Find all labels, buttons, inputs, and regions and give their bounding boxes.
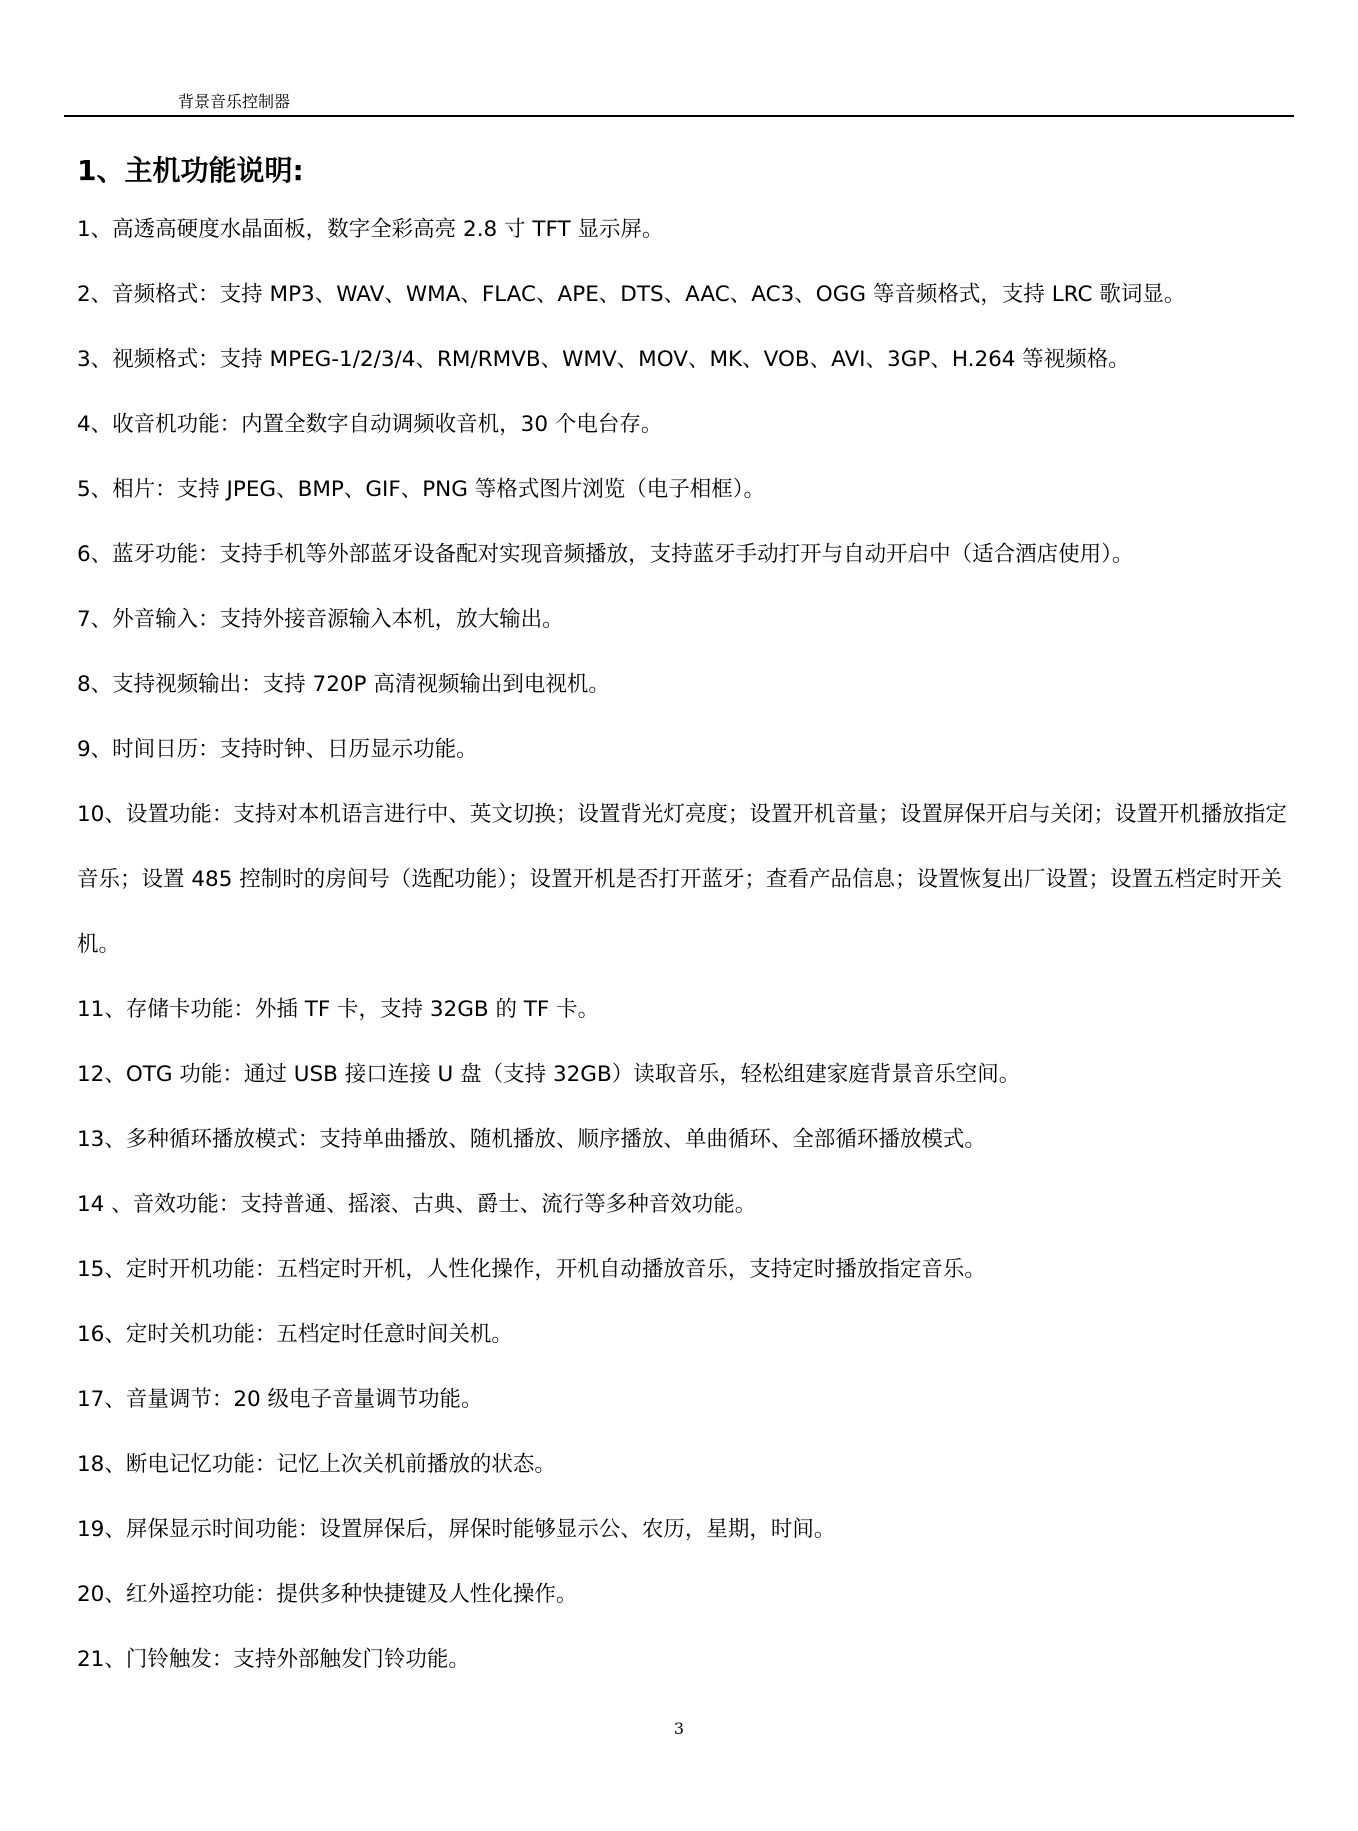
feature-item: 20、红外遥控功能：提供多种快捷键及人性化操作。 [77, 1582, 578, 1607]
page-header-title: 背景音乐控制器 [178, 92, 291, 111]
feature-item: 4、收音机功能：内置全数字自动调频收音机，30 个电台存。 [77, 412, 663, 437]
page-number: 3 [673, 1719, 685, 1738]
feature-item: 8、支持视频输出：支持 720P 高清视频输出到电视机。 [77, 672, 610, 697]
feature-item: 15、定时开机功能：五档定时开机，人性化操作，开机自动播放音乐，支持定时播放指定音乐。 [77, 1257, 986, 1282]
feature-item: 16、定时关机功能：五档定时任意时间关机。 [77, 1322, 513, 1347]
section-title: 1、主机功能说明: [77, 153, 304, 187]
header-divider [64, 115, 1294, 117]
feature-item: 14 、音效功能：支持普通、摇滚、古典、爵士、流行等多种音效功能。 [77, 1192, 757, 1217]
feature-item: 21、门铃触发：支持外部触发门铃功能。 [77, 1647, 470, 1672]
feature-item: 2、音频格式：支持 MP3、WAV、WMA、FLAC、APE、DTS、AAC、AC3、OGG 等音频格式，支持 LRC 歌词显。 [77, 282, 1186, 307]
feature-item: 17、音量调节：20 级电子音量调节功能。 [77, 1387, 483, 1412]
feature-list [77, 197, 1297, 1692]
feature-item: 10、设置功能：支持对本机语言进行中、英文切换；设置背光灯亮度；设置开机音量；设置屏保开启与关闭；设置开机播放指定音乐；设置 485 控制时的房间号（选配功能）；设置开机是否打开蓝牙；查看产品信息；设置恢复出厂设置；设置五档定时开关机。 [77, 802, 1287, 957]
feature-item: 1、高透高硬度水晶面板，数字全彩高亮 2.8 寸 TFT 显示屏。 [77, 217, 664, 242]
feature-item: 12、OTG 功能：通过 USB 接口连接 U 盘（支持 32GB）读取音乐，轻松组建家庭背景音乐空间。 [77, 1062, 1021, 1087]
feature-item: 19、屏保显示时间功能：设置屏保后，屏保时能够显示公、农历，星期，时间。 [77, 1517, 836, 1542]
feature-item: 13、多种循环播放模式：支持单曲播放、随机播放、顺序播放、单曲循环、全部循环播放模式。 [77, 1127, 986, 1152]
feature-item: 11、存储卡功能：外插 TF 卡，支持 32GB 的 TF 卡。 [77, 997, 600, 1022]
feature-item: 6、蓝牙功能：支持手机等外部蓝牙设备配对实现音频播放，支持蓝牙手动打开与自动开启中（适合酒店使用）。 [77, 542, 1134, 567]
feature-item: 3、视频格式：支持 MPEG-1/2/3/4、RM/RMVB、WMV、MOV、MK、VOB、AVI、3GP、H.264 等视频格。 [77, 347, 1130, 372]
feature-item: 5、相片：支持 JPEG、BMP、GIF、PNG 等格式图片浏览（电子相框）。 [77, 477, 765, 502]
feature-item: 9、时间日历：支持时钟、日历显示功能。 [77, 737, 478, 762]
feature-item: 18、断电记忆功能：记忆上次关机前播放的状态。 [77, 1452, 556, 1477]
feature-item: 7、外音输入：支持外接音源输入本机，放大输出。 [77, 607, 564, 632]
